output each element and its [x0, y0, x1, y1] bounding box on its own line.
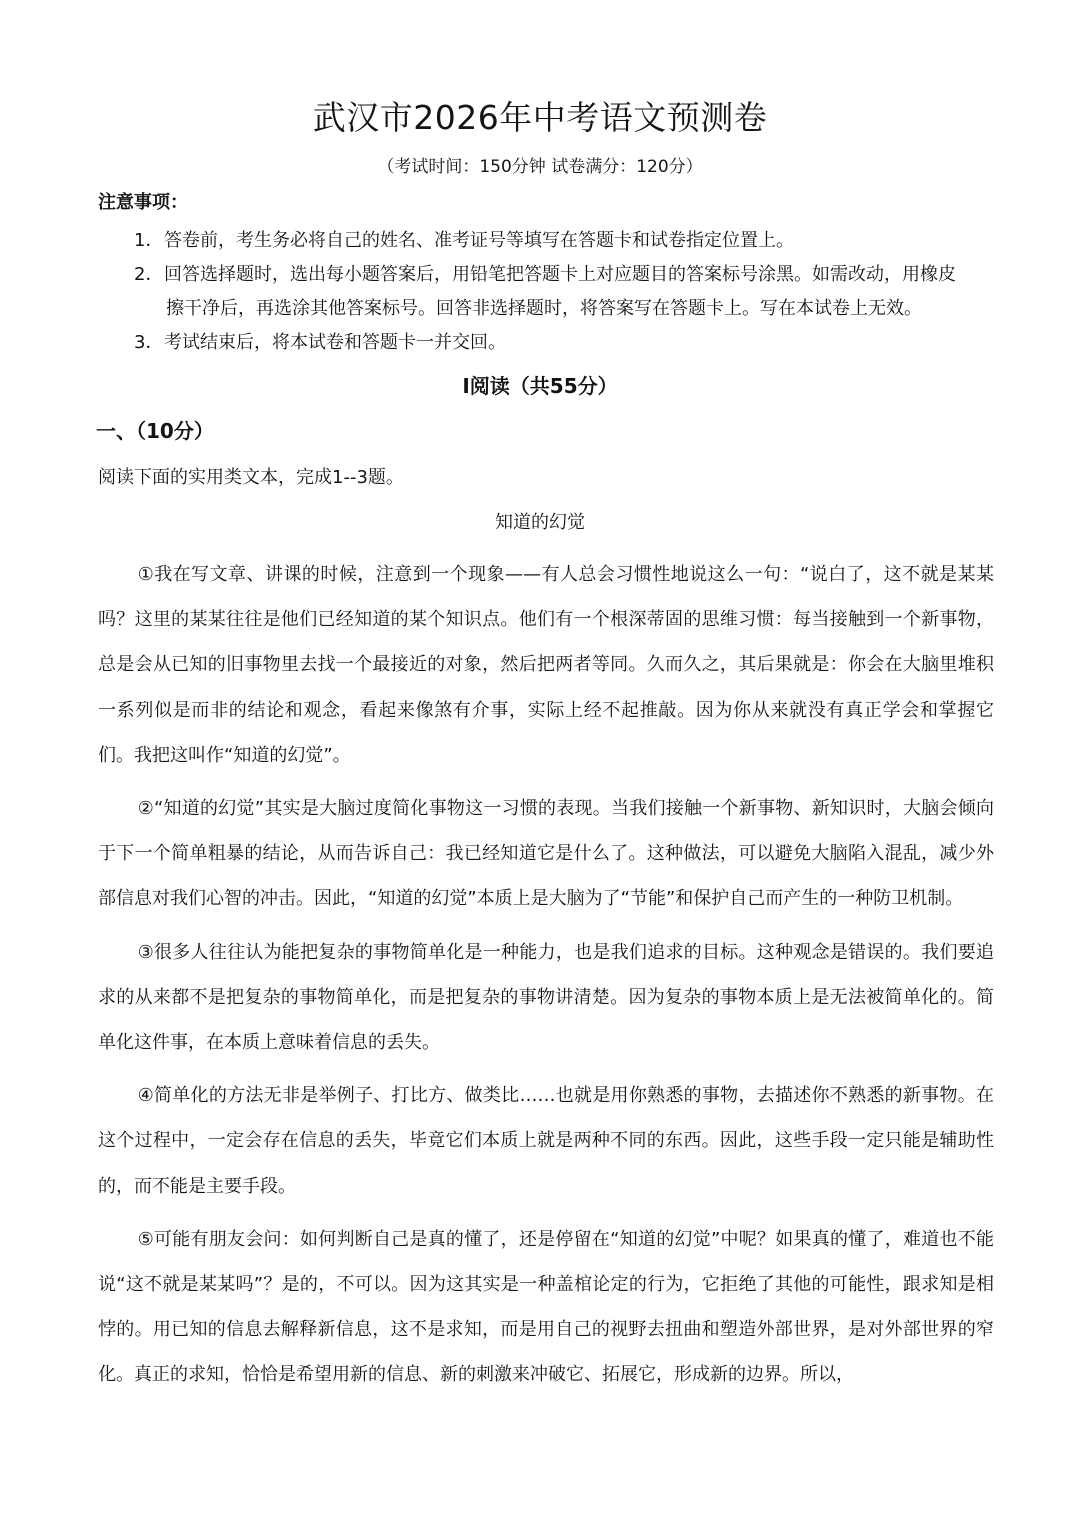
notice-item-text: 答卷前，考生务必将自己的姓名、准考证号等填写在答题卡和试卷指定位置上。: [164, 230, 794, 251]
notice-item-text: 考试结束后，将本试卷和答题卡一并交回。: [164, 332, 506, 353]
article-paragraph: ④简单化的方法无非是举例子、打比方、做类比……也就是用你熟悉的事物，去描述你不熟悉的新事物。在这个过程中，一定会存在信息的丢失，毕竟它们本质上就是两种不同的东西。因此，这些手段一定只能是辅助性的，而不能是主要手段。: [98, 1085, 994, 1197]
part-heading: 一、（10分）: [96, 419, 214, 443]
notice-heading: 注意事项：: [98, 192, 188, 213]
notice-list: [134, 224, 1004, 360]
article-title: 知道的幻觉: [495, 512, 585, 533]
article-paragraph: ①我在写文章、讲课的时候，注意到一个现象——有人总会习惯性地说这么一句：“说白了，这不就是某某吗？这里的某某往往是他们已经知道的某个知识点。他们有一个根深蒂固的思维习惯：每当接触到一个新事物，总是会从已知的旧事物里去找一个最接近的对象，然后把两者等同。久而久之，其后果就是：你会在大脑里堆积一系列似是而非的结论和观念，看起来像煞有介事，实际上经不起推敲。因为你从来就没有真正学会和掌握它们。我把这叫作“知道的幻觉”。: [98, 564, 994, 766]
article-paragraph: ⑤可能有朋友会问：如何判断自己是真的懂了，还是停留在“知道的幻觉”中呢？如果真的懂了，难道也不能说“这不就是某某吗”？是的，不可以。因为这其实是一种盖棺论定的行为，它拒绝了其他的可能性，跟求知是相悖的。用已知的信息去解释新信息，这不是求知，而是用自己的视野去扭曲和塑造外部世界，是对外部世界的窄化。真正的求知，恰恰是希望用新的信息、新的刺激来冲破它、拓展它，形成新的边界。所以，: [98, 1228, 994, 1386]
notice-item: [134, 224, 1004, 258]
notice-item: [134, 326, 1004, 360]
notice-item-number: 3．: [134, 332, 164, 353]
notice-item-number: 1．: [134, 230, 164, 251]
exam-subtitle: （考试时间：150分钟 试卷满分：120分）: [377, 157, 703, 177]
article-paragraph: ②“知道的幻觉”其实是大脑过度简化事物这一习惯的表现。当我们接触一个新事物、新知识时，大脑会倾向于下一个简单粗暴的结论，从而告诉自己：我已经知道它是什么了。这种做法，可以避免大脑陷入混乱，减少外部信息对我们心智的冲击。因此，“知道的幻觉”本质上是大脑为了“节能”和保护自己而产生的一种防卫机制。: [98, 798, 994, 910]
article-paragraph: ③很多人往往认为能把复杂的事物简单化是一种能力，也是我们追求的目标。这种观念是错误的。我们要追求的从来都不是把复杂的事物简单化，而是把复杂的事物讲清楚。因为复杂的事物本质上是无法被简单化的。简单化这件事，在本质上意味着信息的丢失。: [98, 941, 994, 1054]
exam-title: 武汉市2026年中考语文预测卷: [312, 98, 768, 137]
article-body: [98, 552, 994, 1406]
notice-item: [134, 258, 1004, 326]
section-heading: Ⅰ阅读（共55分）: [462, 374, 618, 398]
notice-item-text-continued: 擦干净后，再选涂其他答案标号。回答非选择题时，将答案写在答题卡上。写在本试卷上无效。: [166, 298, 922, 319]
reading-instruction: 阅读下面的实用类文本，完成1--3题。: [98, 467, 404, 488]
notice-item-text: 回答选择题时，选出每小题答案后，用铅笔把答题卡上对应题目的答案标号涂黑。如需改动，用橡皮: [164, 264, 956, 285]
notice-item-number: 2．: [134, 264, 164, 285]
